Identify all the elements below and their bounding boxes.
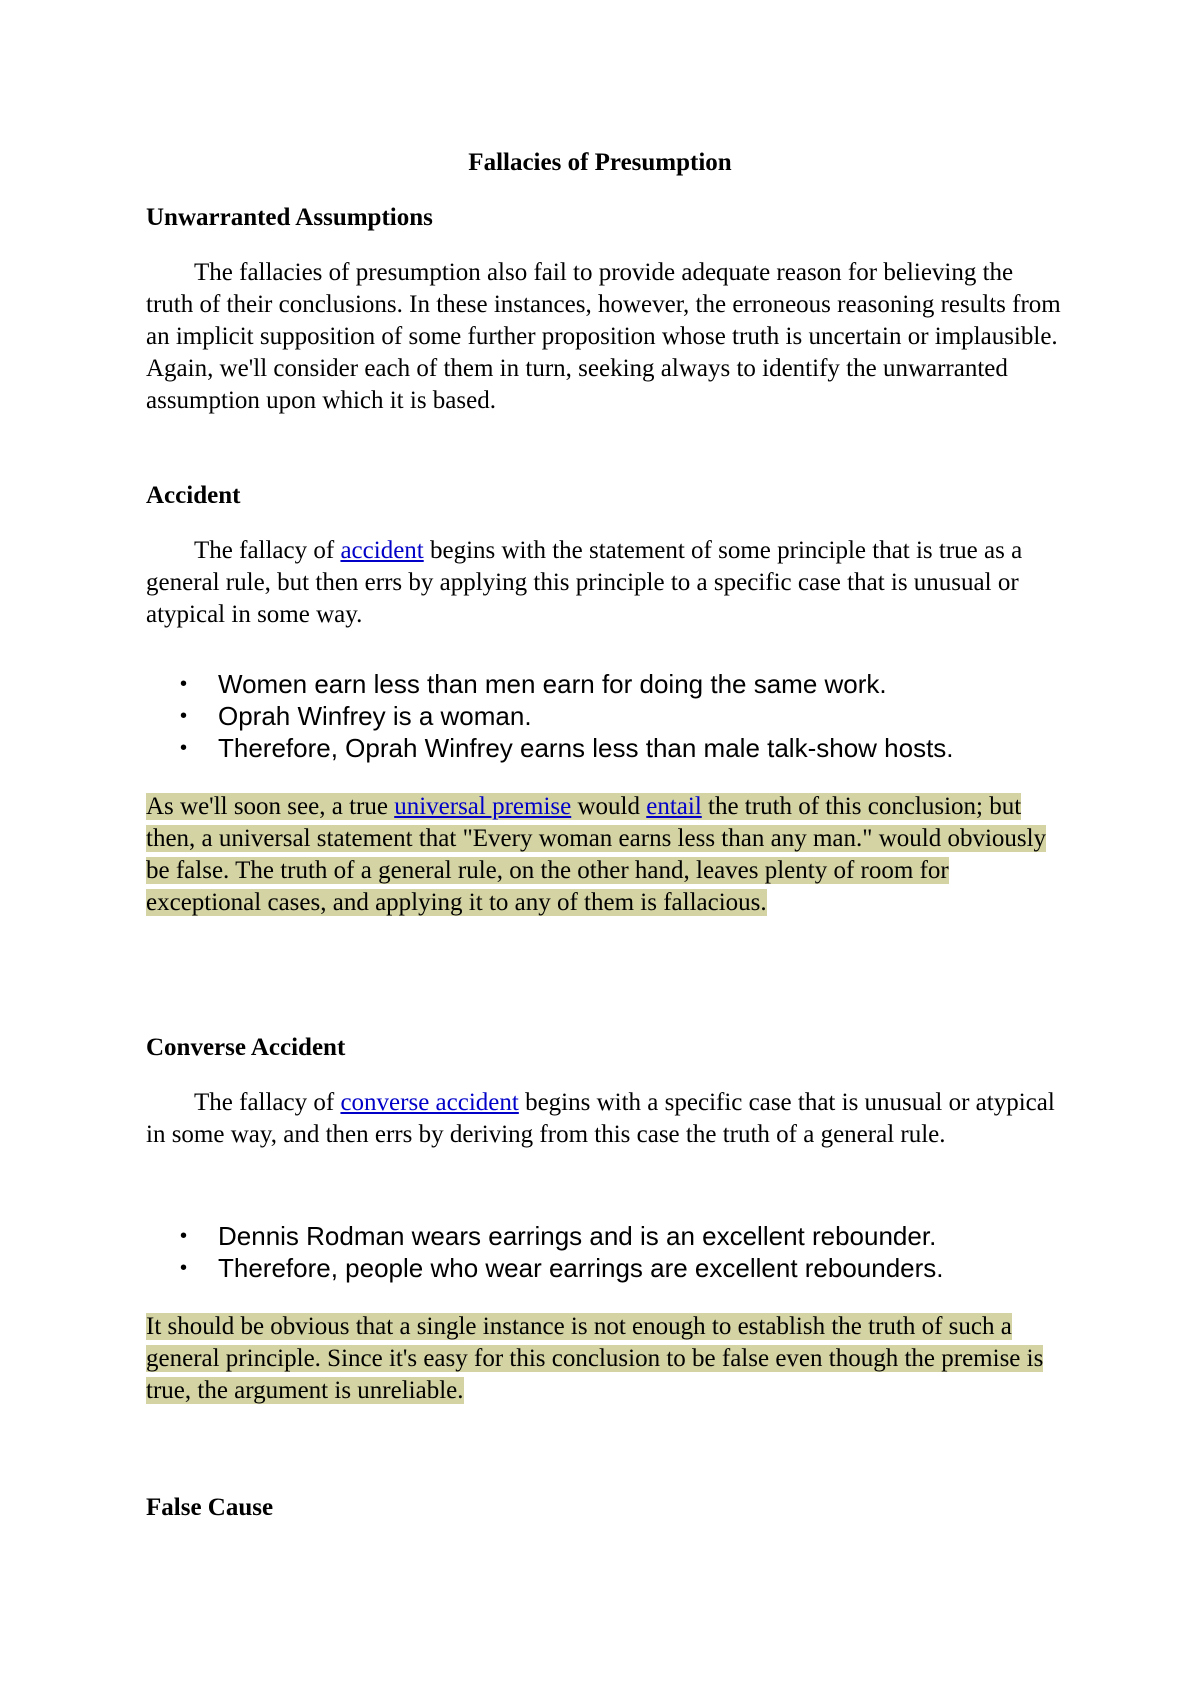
list-item: • Women earn less than men earn for doing the same work. <box>180 669 887 699</box>
bullet-icon: • <box>180 673 188 695</box>
bullet-icon: • <box>180 705 188 727</box>
paragraph-unwarranted-assumptions <box>146 257 1066 417</box>
list-item: • Therefore, Oprah Winfrey earns less than male talk-show hosts. <box>180 733 954 763</box>
paragraph-text: The fallacy of <box>194 1089 341 1116</box>
paragraph-text: begins with a specific case that is unusual or atypical in some way, and then errs by deriving from this case the truth of a general rule. <box>146 1089 1055 1148</box>
converse-accident-explanation <box>146 1311 1066 1407</box>
page-title: Fallacies of Presumption <box>468 149 732 176</box>
heading-converse-accident: Converse Accident <box>146 1034 346 1061</box>
link-accident[interactable]: accident <box>340 537 424 564</box>
link-entail[interactable]: entail <box>646 793 702 820</box>
bullet-icon: • <box>180 737 188 759</box>
paragraph-text: The fallacy of <box>194 537 341 564</box>
highlighted-text: As we'll soon see, a true universal premise would entail the truth of this conclusion; but then, a universal statement that "Every woman earns less than any man." would obviously be false. The truth of a general rule, on the other hand, leaves plenty of room for exceptional cases, and applying it to any of them is fallacious. <box>146 793 1047 916</box>
paragraph-converse-accident <box>146 1087 1066 1151</box>
list-item: • Therefore, people who wear earrings are excellent rebounders. <box>180 1253 944 1283</box>
highlighted-text: It should be obvious that a single instance is not enough to establish the truth of such a general principle. Since it's easy for this conclusion to be false even though the premise is true, the argument is unreliable. <box>146 1313 1044 1404</box>
list-item: • Oprah Winfrey is a woman. <box>180 701 532 731</box>
paragraph-text: begins with the statement of some principle that is true as a general rule, but then errs by applying this principle to a specific case that is unusual or atypical in some way. <box>146 537 1023 628</box>
heading-false-cause: False Cause <box>146 1494 274 1521</box>
paragraph-text: The fallacies of presumption also fail to provide adequate reason for believing the truth of their conclusions. In these instances, however, the erroneous reasoning results from an implicit supposition of some further proposition whose truth is uncertain or implausible. Again, we'll consider each of them in turn, seeking always to identify the unwarranted assumption upon which it is based. <box>146 259 1061 414</box>
converse-accident-example-list <box>180 1220 944 1284</box>
bullet-icon: • <box>180 1225 188 1247</box>
heading-unwarranted-assumptions: Unwarranted Assumptions <box>146 204 433 231</box>
accident-example-list <box>180 668 954 764</box>
paragraph-accident <box>146 535 1066 631</box>
link-universal-premise[interactable]: universal premise <box>394 793 572 820</box>
heading-accident: Accident <box>146 482 241 509</box>
bullet-icon: • <box>180 1257 188 1279</box>
accident-explanation <box>146 791 1066 919</box>
link-converse-accident[interactable]: converse accident <box>340 1089 519 1116</box>
list-item: • Dennis Rodman wears earrings and is an excellent rebounder. <box>180 1221 937 1251</box>
